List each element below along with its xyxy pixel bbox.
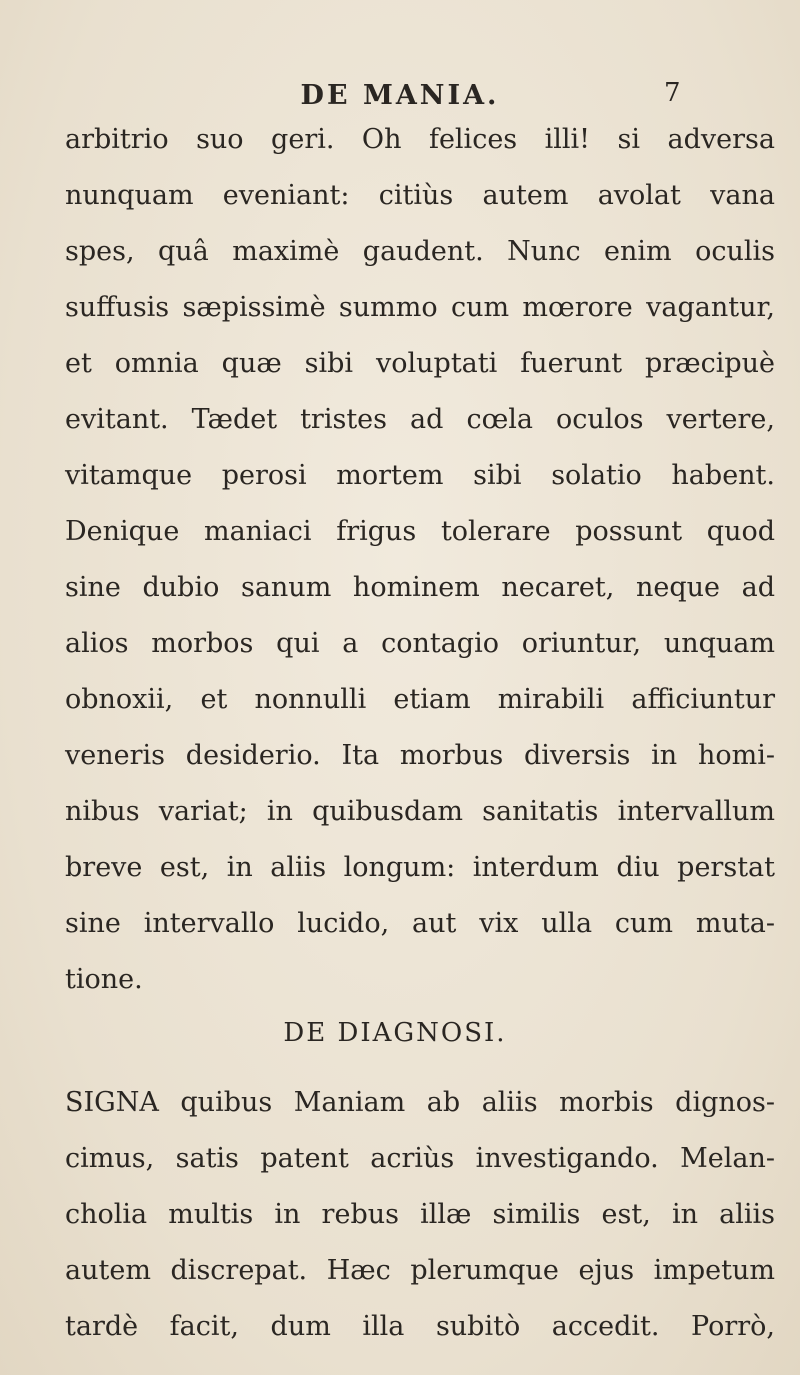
section-line: cimus, satis patent acriùs investigando. Melan- <box>65 1143 775 1174</box>
section-heading: DE DIAGNOSI. <box>283 1018 507 1048</box>
body-line: evitant. Tædet tristes ad cœla oculos vertere, <box>65 404 775 435</box>
body-line: sine dubio sanum hominem necaret, neque ad <box>65 572 775 603</box>
body-line: suffusis sæpissimè summo cum mœrore vagantur, <box>65 292 775 323</box>
body-line: obnoxii, et nonnulli etiam mirabili afficiuntur <box>65 684 775 715</box>
body-line: veneris desiderio. Ita morbus diversis in homi- <box>65 740 775 771</box>
body-line: nibus variat; in quibusdam sanitatis intervallum <box>65 796 775 827</box>
body-line: nunquam eveniant: citiùs autem avolat vana <box>65 180 775 211</box>
body-line: breve est, in aliis longum: interdum diu perstat <box>65 852 775 883</box>
body-line: Denique maniaci frigus tolerare possunt quod <box>65 516 775 547</box>
section-line: cholia multis in rebus illæ similis est, in aliis <box>65 1199 775 1230</box>
body-line: arbitrio suo geri. Oh felices illi! si adversa <box>65 124 775 155</box>
page-number: 7 <box>664 78 681 108</box>
body-line: tione. <box>65 964 143 995</box>
body-line: alios morbos qui a contagio oriuntur, unquam <box>65 628 775 659</box>
body-line: vitamque perosi mortem sibi solatio habent. <box>65 460 775 491</box>
body-line: et omnia quæ sibi voluptati fuerunt præcipuè <box>65 348 775 379</box>
section-line: tardè facit, dum illa subitò accedit. Porrò, <box>65 1311 775 1342</box>
body-line: sine intervallo lucido, aut vix ulla cum muta- <box>65 908 775 939</box>
body-line: spes, quâ maximè gaudent. Nunc enim oculis <box>65 236 775 267</box>
section-line: autem discrepat. Hæc plerumque ejus impetum <box>65 1255 775 1286</box>
running-title: DE MANIA. <box>300 80 500 111</box>
section-line: SIGNA quibus Maniam ab aliis morbis dignos- <box>65 1087 775 1118</box>
